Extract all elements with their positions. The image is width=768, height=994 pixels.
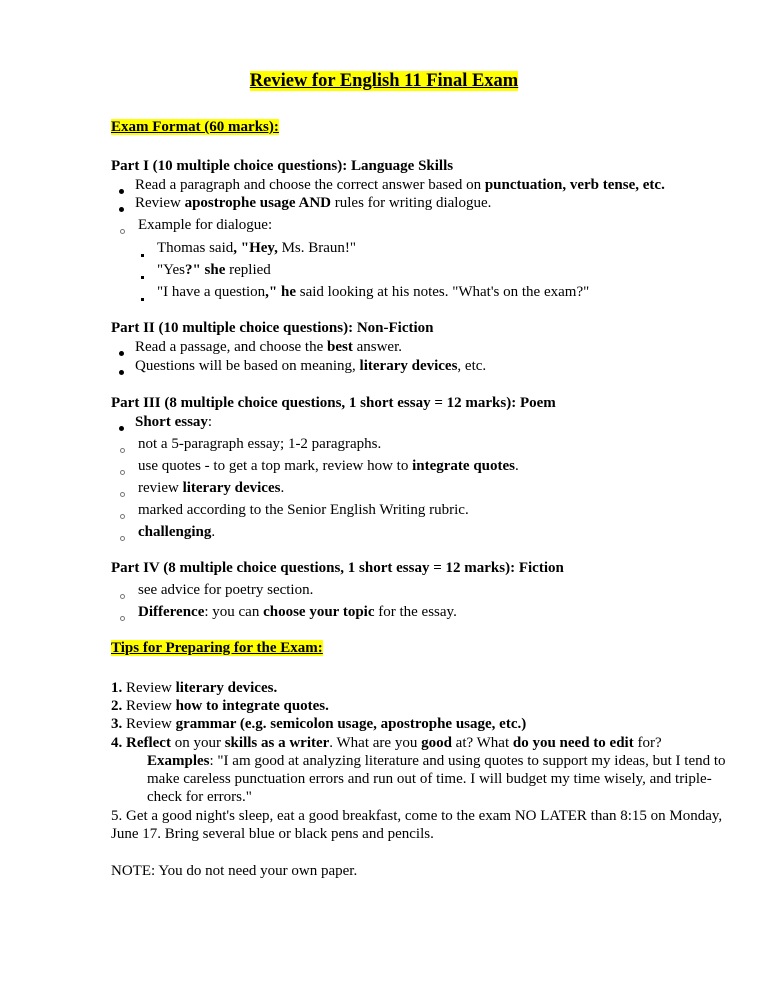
- text: Thomas said: [157, 240, 234, 256]
- document-title: [0, 72, 768, 90]
- heading-text: Tips for Preparing for the Exam:: [111, 640, 323, 656]
- bold-text: punctuation, verb tense, etc.: [484, 177, 665, 193]
- text: at? What: [451, 735, 513, 751]
- tip-example: [147, 770, 712, 788]
- list-item: [157, 283, 589, 301]
- list-item: [138, 216, 272, 234]
- bold-text: skills as a writer: [224, 735, 330, 751]
- bold-text: 4. Reflect: [111, 735, 171, 751]
- bold-text: Short essay: [135, 414, 208, 430]
- circle-bullet-icon: [112, 529, 132, 546]
- text: "I have a question: [157, 284, 266, 300]
- bold-text: ," he: [265, 284, 296, 300]
- bold-text: 2.: [111, 698, 123, 714]
- bold-text: integrate quotes: [412, 458, 516, 474]
- text: Questions will be based on meaning,: [135, 358, 360, 374]
- bold-text: grammar (e.g. semicolon usage, apostrophe usage, etc.): [175, 716, 527, 732]
- bold-text: choose your topic: [263, 604, 375, 620]
- text: marked according to the Senior English Writing rubric.: [138, 502, 469, 518]
- text: .: [515, 458, 519, 474]
- list-item: [138, 523, 215, 541]
- bold-text: Part III (8 multiple choice questions, 1 short essay = 12 marks): Poem: [111, 395, 556, 411]
- part-2-heading: [111, 319, 433, 337]
- list-item: [135, 176, 665, 194]
- tips-heading: [111, 639, 323, 657]
- list-item: [138, 457, 519, 475]
- tip-example: [147, 788, 252, 806]
- list-item: [138, 603, 457, 621]
- text: review: [138, 480, 183, 496]
- text: "Yes: [157, 262, 185, 278]
- part-1-heading: [111, 157, 453, 175]
- tip-item: [111, 825, 434, 843]
- text: answer.: [352, 339, 403, 355]
- list-item: [135, 338, 402, 356]
- list-item: [138, 479, 284, 497]
- title-text: Review for English 11 Final Exam: [249, 71, 519, 91]
- text: not a 5-paragraph essay; 1-2 paragraphs.: [138, 436, 382, 452]
- heading-text: Exam Format (60 marks):: [111, 119, 279, 135]
- bold-text: best: [327, 339, 353, 355]
- bold-text: 3.: [111, 716, 123, 732]
- tip-item: [111, 807, 722, 825]
- bold-text: challenging: [138, 524, 212, 540]
- text: Review: [122, 716, 176, 732]
- bold-text: 1.: [111, 680, 123, 696]
- text: :: [207, 414, 213, 430]
- text: Ms. Braun!": [277, 240, 357, 256]
- square-bullet-icon: [132, 289, 152, 306]
- list-item: [157, 239, 356, 257]
- square-bullet-icon: [132, 245, 152, 262]
- exam-format-heading: [111, 118, 279, 136]
- tip-example: [147, 752, 726, 770]
- bold-text: apostrophe usage AND: [184, 195, 331, 211]
- list-item: [138, 501, 469, 519]
- bullet-icon: [111, 344, 131, 361]
- text: 5. Get a good night's sleep, eat a good breakfast, come to the exam NO LATER than 8:15 on Monday,: [111, 808, 723, 824]
- list-item: [135, 194, 491, 212]
- text: make careless punctuation errors and run out of time. I will budget my time wisely, and triple-: [147, 771, 712, 787]
- bold-text: do you need to edit: [512, 735, 634, 751]
- bullet-icon: [111, 182, 131, 199]
- bold-text: literary devices: [182, 480, 281, 496]
- bold-text: good: [421, 735, 452, 751]
- text: .: [280, 480, 285, 496]
- text: .: [211, 524, 216, 540]
- text: rules for writing dialogue.: [331, 195, 492, 211]
- tip-item: [111, 715, 526, 733]
- square-bullet-icon: [132, 267, 152, 284]
- text: see advice for poetry section.: [138, 582, 314, 598]
- bold-text: Part I (10 multiple choice questions): Language Skills: [111, 158, 454, 174]
- list-item: [135, 357, 486, 375]
- part-3-heading: [111, 394, 556, 412]
- bullet-icon: [111, 363, 131, 380]
- bold-text: Part II (10 multiple choice questions): Non-Fiction: [111, 320, 434, 336]
- bullet-icon: [111, 419, 131, 436]
- bold-text: literary devices.: [175, 680, 278, 696]
- list-item: [157, 261, 271, 279]
- text: Review: [122, 698, 176, 714]
- bold-text: Examples: [147, 753, 210, 769]
- bold-text: how to integrate quotes.: [175, 698, 329, 714]
- text: : "I am good at analyzing literature and using quotes to support my ideas, but I tend to: [209, 753, 726, 769]
- circle-bullet-icon: [112, 507, 132, 524]
- text: Example for dialogue:: [138, 217, 273, 233]
- text: Read a paragraph and choose the correct answer based on: [135, 177, 485, 193]
- note: [111, 862, 357, 880]
- text: on your: [170, 735, 225, 751]
- text: Review: [122, 680, 176, 696]
- text: , etc.: [457, 358, 487, 374]
- text: NOTE: You do not need your own paper.: [111, 863, 358, 879]
- text: June 17. Bring several blue or black pens and pencils.: [111, 826, 434, 842]
- bold-text: literary devices: [359, 358, 458, 374]
- text: said looking at his notes. "What's on the exam?": [296, 284, 590, 300]
- text: Review: [135, 195, 185, 211]
- list-item: [138, 435, 381, 453]
- part-4-heading: [111, 559, 564, 577]
- circle-bullet-icon: [112, 609, 132, 626]
- bold-text: Difference: [138, 604, 205, 620]
- bullet-icon: [111, 200, 131, 217]
- bold-text: , "Hey,: [233, 240, 278, 256]
- text: use quotes - to get a top mark, review how to: [138, 458, 413, 474]
- circle-bullet-icon: [112, 222, 132, 239]
- list-item: [138, 581, 313, 599]
- text: check for errors.": [147, 789, 252, 805]
- tip-item: [111, 679, 277, 697]
- circle-bullet-icon: [112, 485, 132, 502]
- circle-bullet-icon: [112, 463, 132, 480]
- bold-text: ?" she: [184, 262, 226, 278]
- tip-item: [111, 697, 329, 715]
- circle-bullet-icon: [112, 587, 132, 604]
- text: : you can: [204, 604, 264, 620]
- text: for the essay.: [374, 604, 457, 620]
- circle-bullet-icon: [112, 441, 132, 458]
- text: . What are you: [329, 735, 422, 751]
- list-item: [135, 413, 212, 431]
- text: replied: [225, 262, 271, 278]
- text: Read a passage, and choose the: [135, 339, 328, 355]
- tip-item: [111, 734, 662, 752]
- bold-text: Part IV (8 multiple choice questions, 1 short essay = 12 marks): Fiction: [111, 560, 564, 576]
- text: for?: [633, 735, 662, 751]
